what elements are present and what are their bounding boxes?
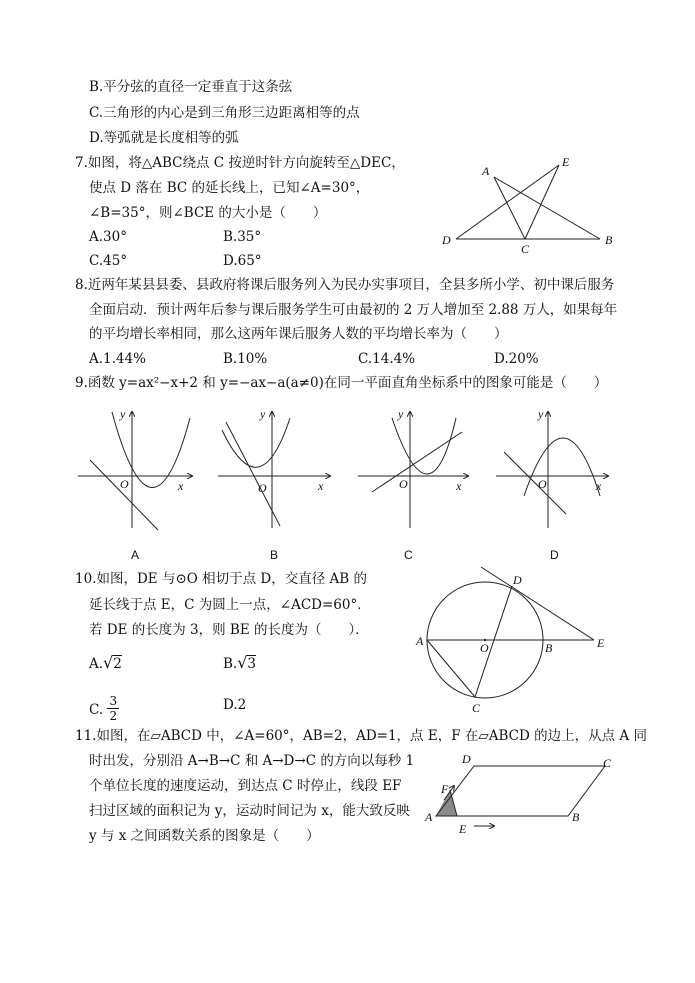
q7-label-b: B — [605, 233, 613, 247]
q7-option-d: D.65° — [223, 253, 262, 269]
q6-option-d: D.等弧就是长度相等的弧 — [89, 130, 239, 146]
q8-option-c: C.14.4% — [358, 351, 416, 367]
q6-option-c: C.三角形的内心是到三角形三边距离相等的点 — [89, 105, 360, 121]
q11-stem-line2: 时出发，分别沿 A→B→C 和 A→D→C 的方向以每秒 1 — [89, 753, 415, 769]
q9d-origin: O — [538, 477, 547, 491]
q9-stem: 9.函数 y=ax²−x+2 和 y=−ax−a(a≠0)在同一平面直角坐标系中的图象可能是（ ） — [75, 375, 608, 391]
q10-option-b-label: B. — [223, 656, 238, 672]
q10-label-o: O — [480, 641, 489, 655]
q8-stem-line1: 8.近两年某县县委、县政府将课后服务列入为民办实事项目，全县多所小学、初中课后服务 — [75, 277, 615, 293]
q10-label-b: B — [545, 641, 553, 655]
q7-label-d: D — [442, 233, 451, 247]
q10-label-e: E — [597, 636, 605, 650]
q11-stem-line3: 个单位长度的速度运动，到达点 C 时停止，线段 EF — [89, 778, 402, 794]
q9c-axis-x: x — [456, 479, 462, 493]
q8-stem-line3: 的平均增长率相同，那么这两年课后服务人数的平均增长率为（ ） — [89, 326, 508, 342]
q11-label-a: A — [425, 810, 433, 824]
q7-stem-line2: 使点 D 落在 BC 的延长线上，已知∠A=30°， — [89, 180, 370, 196]
q10-stem-line3: 若 DE 的长度为 3，则 BE 的长度为（ ）． — [89, 622, 369, 638]
q11-label-e: E — [459, 822, 467, 836]
q10-label-a: A — [416, 634, 424, 648]
q11-label-b: B — [572, 810, 580, 824]
q7-option-a: A.30° — [89, 229, 127, 245]
q9c-origin: O — [399, 477, 408, 491]
q7-label-a: A — [482, 164, 490, 178]
q10-option-c-numerator: 3 — [109, 694, 118, 708]
sqrt-sign-icon: √ — [237, 653, 248, 672]
q7-label-e: E — [562, 155, 570, 169]
q9b-axis-x: x — [318, 479, 324, 493]
q9a-axis-y: y — [120, 407, 126, 421]
q9a-axis-x: x — [178, 479, 184, 493]
q9b-axis-y: y — [260, 407, 266, 421]
q10-option-c-denominator: 2 — [109, 709, 118, 723]
q7-stem-line1: 7.如图，将△ABC绕点 C 按逆时针方向旋转至△DEC， — [75, 155, 405, 171]
q9b-origin: O — [258, 481, 267, 495]
q9a-origin: O — [120, 477, 129, 491]
q10-option-a-radicand: 2 — [113, 656, 122, 672]
q11-label-c: C — [603, 756, 612, 770]
q10-option-a-label: A. — [89, 656, 104, 672]
q9d-axis-x: x — [596, 479, 602, 493]
q8-option-b: B.10% — [223, 351, 268, 367]
q9-caption-a: A — [131, 548, 140, 562]
q11-label-d: D — [462, 752, 471, 766]
q8-stem-line2: 全面启动．预计两年后参与课后服务学生可由最初的 2 万人增加至 2.88 万人，如果每年 — [89, 302, 618, 318]
q10-option-d: D.2 — [223, 697, 247, 713]
q6-option-b: B.平分弦的直径一定垂直于这条弦 — [89, 79, 293, 95]
q9d-axis-y: y — [538, 407, 544, 421]
q10-option-b-radicand: 3 — [247, 656, 257, 672]
q11-stem-line4: 扫过区域的面积记为 y，运动时间记为 x，能大致反映 — [89, 803, 410, 819]
q10-option-c-label: C. — [89, 702, 104, 718]
q9-caption-d: D — [550, 548, 559, 562]
q8-option-d: D.20% — [494, 351, 539, 367]
q10-label-c: C — [472, 701, 481, 715]
q7-option-b: B.35° — [223, 229, 262, 245]
q9-caption-c: C — [404, 548, 413, 562]
q9c-axis-y: y — [398, 407, 404, 421]
q11-label-f: F — [441, 782, 449, 796]
q9-caption-b: B — [270, 548, 279, 562]
q7-label-c: C — [521, 242, 530, 256]
sqrt-sign-icon: √ — [103, 653, 114, 672]
q8-option-a: A.1.44% — [89, 351, 146, 367]
q7-stem-line3: ∠B=35°，则∠BCE 的大小是（ ） — [89, 205, 327, 221]
q10-stem-line1: 10.如图，DE 与⊙O 相切于点 D，交直径 AB 的 — [75, 571, 367, 587]
q11-stem-line5: y 与 x 之间函数关系的图象是（ ） — [89, 828, 320, 844]
q7-option-c: C.45° — [89, 253, 128, 269]
q10-stem-line2: 延长线于点 E，C 为圆上一点，∠ACD=60°． — [89, 597, 371, 613]
q11-stem-line1: 11.如图，在▱ABCD 中，∠A=60°，AB=2，AD=1，点 E，F 在▱ABCD 的边上，从点 A 同 — [75, 728, 647, 744]
q10-label-d: D — [513, 573, 522, 587]
